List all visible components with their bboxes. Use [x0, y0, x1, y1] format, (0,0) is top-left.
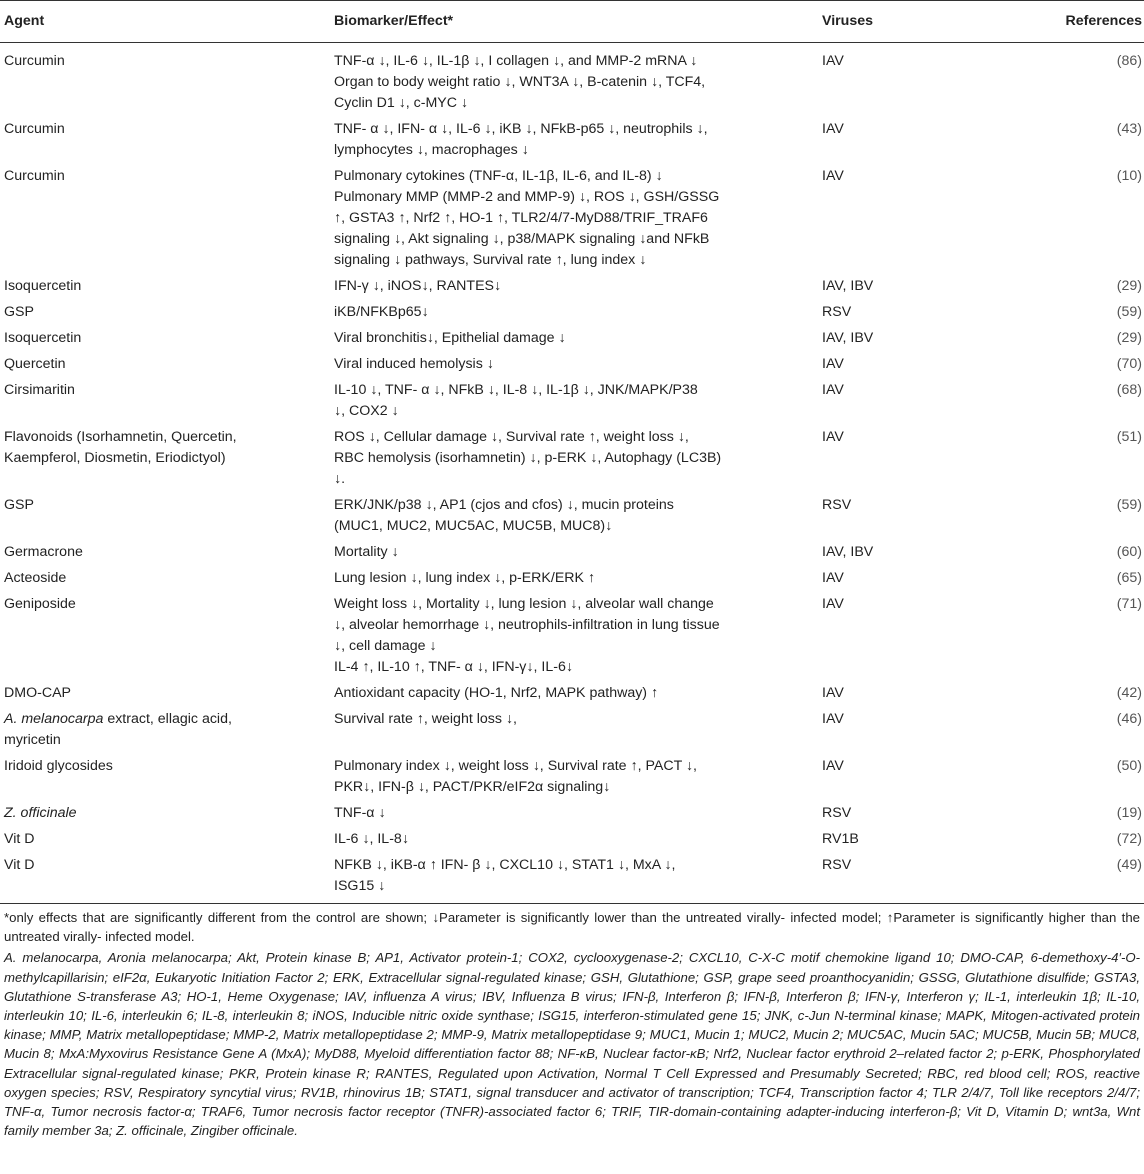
- cell-reference[interactable]: (59): [1116, 497, 1142, 513]
- cell-agent: Flavonoids (Isorhamnetin, Quercetin, Kaempferol, Diosmetin, Eriodictyol): [4, 429, 237, 466]
- table-row: [0, 425, 1144, 493]
- cell-virus: RSV: [822, 857, 852, 873]
- cell-virus: RSV: [822, 497, 852, 513]
- cell-effect: ROS ↓, Cellular damage ↓, Survival rate ↑, weight loss ↓, RBC hemolysis (isorhamnetin) ↓, p-ERK ↓, Autophagy (LC3B) ↓.: [334, 429, 722, 487]
- cell-effect: iKB/NFKBp65↓: [334, 304, 429, 320]
- cell-reference[interactable]: (71): [1116, 596, 1142, 612]
- cell-reference[interactable]: (50): [1116, 758, 1142, 774]
- footnote: *only effects that are significantly different from the control are shown; ↓Parameter is significantly lower than the untreated virally- infected model; ↑Parameter is significantly higher than the untreated virally- infected model.: [4, 910, 1140, 945]
- table-row: [0, 827, 1144, 853]
- cell-virus: RSV: [822, 304, 852, 320]
- cell-agent: A. melanocarpa extract, ellagic acid, myricetin: [4, 711, 232, 748]
- cell-agent: Acteoside: [4, 570, 67, 586]
- cell-effect: TNF- α ↓, IFN- α ↓, IL-6 ↓, iKB ↓, NFkB-p65 ↓, neutrophils ↓, lymphocytes ↓, macrophages ↓: [334, 121, 708, 158]
- cell-virus: RSV: [822, 805, 852, 821]
- cell-reference[interactable]: (42): [1116, 685, 1142, 701]
- cell-reference[interactable]: (86): [1116, 53, 1142, 69]
- cell-effect: Viral induced hemolysis ↓: [334, 356, 494, 372]
- table-row: [0, 707, 1144, 754]
- cell-virus: RV1B: [822, 831, 859, 847]
- cell-agent: DMO-CAP: [4, 685, 71, 701]
- table-notes: [0, 904, 1144, 1140]
- cell-virus: IAV: [822, 711, 844, 727]
- table-row: [0, 566, 1144, 592]
- cell-effect: Antioxidant capacity (HO-1, Nrf2, MAPK pathway) ↑: [334, 685, 659, 701]
- cell-effect: Mortality ↓: [334, 544, 399, 560]
- cell-virus: IAV, IBV: [822, 544, 874, 560]
- cell-reference[interactable]: (70): [1116, 356, 1142, 372]
- cell-virus: IAV: [822, 356, 844, 372]
- cell-reference[interactable]: (59): [1116, 304, 1142, 320]
- cell-virus: IAV: [822, 758, 844, 774]
- cell-reference[interactable]: (60): [1116, 544, 1142, 560]
- cell-effect: Survival rate ↑, weight loss ↓,: [334, 711, 517, 727]
- table-row: [0, 540, 1144, 566]
- table-row: [0, 300, 1144, 326]
- table-row: [0, 117, 1144, 164]
- header-row: [0, 1, 1144, 43]
- cell-reference[interactable]: (72): [1116, 831, 1142, 847]
- cell-agent: Vit D: [4, 831, 35, 847]
- cell-effect: Pulmonary index ↓, weight loss ↓, Survival rate ↑, PACT ↓, PKR↓, IFN-β ↓, PACT/PKR/eIF2α signaling↓: [334, 758, 697, 795]
- cell-virus: IAV: [822, 121, 844, 137]
- cell-effect: Pulmonary cytokines (TNF-α, IL-1β, IL-6, and IL-8) ↓ Pulmonary MMP (MMP-2 and MMP-9) ↓, ROS ↓, GSH/GSSG ↑, GSTA3 ↑, Nrf2 ↑, HO-1 ↑, TLR2/4/7-MyD88/TRIF_TRAF6 signaling ↓, Akt signaling ↓, p38/MAPK signaling ↓and NFkB signaling ↓ pathways, Survival rate ↑, lung index ↓: [334, 168, 720, 268]
- cell-reference[interactable]: (68): [1116, 382, 1142, 398]
- cell-agent: Curcumin: [4, 168, 65, 184]
- cell-agent: Curcumin: [4, 53, 65, 69]
- table-row: [0, 681, 1144, 707]
- header-agent: Agent: [0, 1, 330, 43]
- cell-reference[interactable]: (51): [1116, 429, 1142, 445]
- cell-virus: IAV: [822, 168, 844, 184]
- header-effect: Biomarker/Effect*: [330, 1, 818, 43]
- cell-virus: IAV: [822, 53, 844, 69]
- cell-effect: IL-10 ↓, TNF- α ↓, NFkB ↓, IL-8 ↓, IL-1β ↓, JNK/MAPK/P38 ↓, COX2 ↓: [334, 382, 698, 419]
- cell-virus: IAV: [822, 429, 844, 445]
- cell-agent: Vit D: [4, 857, 35, 873]
- cell-reference[interactable]: (49): [1116, 857, 1142, 873]
- cell-effect: Weight loss ↓, Mortality ↓, lung lesion ↓, alveolar wall change ↓, alveolar hemorrhage ↓, neutrophils-infiltration in lung tissue ↓, cell damage ↓ IL-4 ↑, IL-10 ↑, TNF- α ↓, IFN-γ↓, IL-6↓: [334, 596, 720, 675]
- cell-agent: Cirsimaritin: [4, 382, 75, 398]
- cell-effect: Lung lesion ↓, lung index ↓, p-ERK/ERK ↑: [334, 570, 596, 586]
- cell-effect: TNF-α ↓: [334, 805, 386, 821]
- cell-reference[interactable]: (29): [1116, 278, 1142, 294]
- cell-reference[interactable]: (65): [1116, 570, 1142, 586]
- cell-effect: NFKB ↓, iKB-α ↑ IFN- β ↓, CXCL10 ↓, STAT1 ↓, MxA ↓, ISG15 ↓: [334, 857, 676, 894]
- cell-effect: IFN-γ ↓, iNOS↓, RANTES↓: [334, 278, 502, 294]
- table-row: [0, 326, 1144, 352]
- cell-agent: Geniposide: [4, 596, 76, 612]
- table-row: [0, 493, 1144, 540]
- table-body: [0, 43, 1144, 904]
- table-row: [0, 592, 1144, 681]
- cell-virus: IAV: [822, 570, 844, 586]
- cell-reference[interactable]: (29): [1116, 330, 1142, 346]
- table-row: [0, 801, 1144, 827]
- table-row: [0, 43, 1144, 118]
- table-row: [0, 754, 1144, 801]
- cell-reference[interactable]: (19): [1116, 805, 1142, 821]
- cell-agent: Z. officinale: [4, 805, 77, 821]
- header-references: References: [1018, 1, 1144, 43]
- cell-agent: Isoquercetin: [4, 330, 82, 346]
- cell-agent: Isoquercetin: [4, 278, 82, 294]
- table-header: [0, 1, 1144, 43]
- table-row: [0, 352, 1144, 378]
- cell-agent: Germacrone: [4, 544, 83, 560]
- cell-effect: IL-6 ↓, IL-8↓: [334, 831, 409, 847]
- header-viruses: Viruses: [818, 1, 1018, 43]
- cell-agent: Iridoid glycosides: [4, 758, 113, 774]
- cell-reference[interactable]: (43): [1116, 121, 1142, 137]
- table-row: [0, 164, 1144, 274]
- cell-reference[interactable]: (46): [1116, 711, 1142, 727]
- cell-effect: TNF-α ↓, IL-6 ↓, IL-1β ↓, I collagen ↓, and MMP-2 mRNA ↓ Organ to body weight ratio ↓, WNT3A ↓, B-catenin ↓, TCF4, Cyclin D1 ↓, c-MYC ↓: [334, 53, 706, 111]
- cell-virus: IAV: [822, 382, 844, 398]
- cell-virus: IAV, IBV: [822, 278, 874, 294]
- cell-reference[interactable]: (10): [1116, 168, 1142, 184]
- table-row: [0, 378, 1144, 425]
- cell-agent: GSP: [4, 497, 34, 513]
- cell-effect: Viral bronchitis↓, Epithelial damage ↓: [334, 330, 566, 346]
- cell-agent: Curcumin: [4, 121, 65, 137]
- cell-virus: IAV: [822, 596, 844, 612]
- cell-effect: ERK/JNK/p38 ↓, AP1 (cjos and cfos) ↓, mucin proteins (MUC1, MUC2, MUC5AC, MUC5B, MUC8)↓: [334, 497, 674, 534]
- cell-agent: Quercetin: [4, 356, 66, 372]
- table-row: [0, 274, 1144, 300]
- cell-agent: GSP: [4, 304, 34, 320]
- cell-virus: IAV: [822, 685, 844, 701]
- cell-virus: IAV, IBV: [822, 330, 874, 346]
- table-row: [0, 853, 1144, 903]
- abbreviations: A. melanocarpa, Aronia melanocarpa; Akt, Protein kinase B; AP1, Activator protein-1; COX2, cyclooxygenase-2; CXCL10, C-X-C motif chemokine ligand 10; DMO-CAP, 6-demethoxy-4′-O-methylcapillarisin; eIF2α, Eukaryotic Initiation Factor 2; ERK, Extracellular signal-regulated kinase; GSH, Glutathione; GSP, grape seed proanthocyanidin; GSSG, Glutathione disulfide; GSTA3, Glutathione S-transferase A3; HO-1, Heme Oxygenase; IAV, influenza A virus; IBV, Influenza B virus; IFN-β, Interferon β; IFN-β, Interferon β; IFN-γ, Interferon γ; IL-1, interleukin 1β; IL-10, interleukin 10; IL-6, interleukin 6; IL-8, interleukin 8; iNOS, Inducible nitric oxide synthase; ISG15, interferon-stimulated gene 15; JNK, c-Jun N-terminal kinase; MAPK, Mitogen-activated protein kinase; MMP, Matrix metallopeptidase; MMP-2, Matrix metallopeptidase 2; MMP-9, Matrix metallopeptidase 9; MUC1, Mucin 1; MUC2, Mucin 2; MUC5AC, Mucin 5AC; MUC5B, Mucin 5B; MUC8, Mucin 8; MxA:Myxovirus Resistance Gene A (MxA); MyD88, Myeloid differentiation factor 88; NF-κB, Nuclear factor-κB; Nrf2, Nuclear factor erythroid 2–related factor 2; p-ERK, Phosphorylated Extracellular signal-regulated kinase; PKR, Protein kinase R; RANTES, Regulated upon Activation, Normal T Cell Expressed and Presumably Secreted; RBC, red blood cell; ROS, reactive oxygen species; RSV, Respiratory syncytial virus; RV1B, rhinovirus 1B; STAT1, signal transducer and activator of transcription; TCF4, Transcription factor 4; TLR 2/4/7, Toll like receptors 2/4/7; TNF-α, Tumor necrosis factor-α; TRAF6, Tumor necrosis factor receptor (TNFR)-associated factor 6; TRIF, TIR-domain-containing adapter-inducing interferon-β; Vit D, Vitamin D; wnt3a, Wnt family member 3a; Z. officinale, Zingiber officinale.: [4, 950, 1140, 1139]
